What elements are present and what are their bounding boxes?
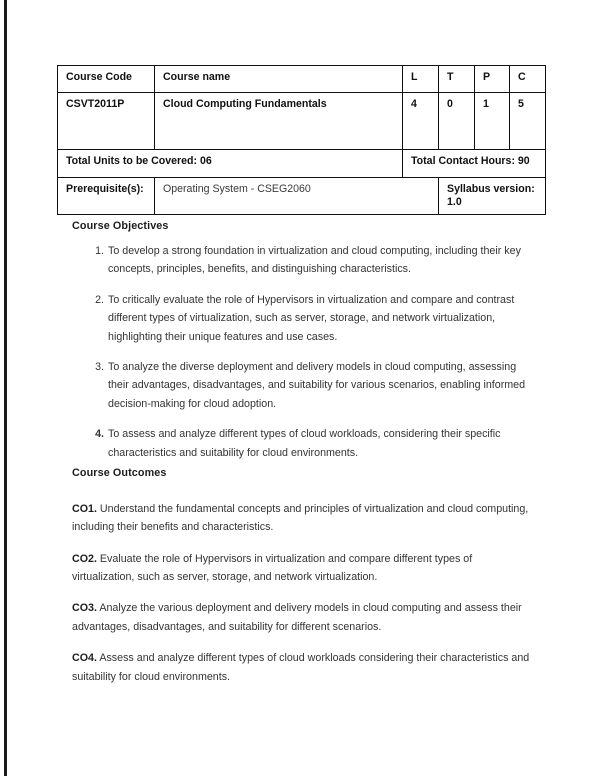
course-outcomes-list bbox=[72, 489, 534, 699]
list-item bbox=[72, 358, 534, 413]
list-item-number: 1. bbox=[95, 245, 104, 257]
course-objectives-heading: Course Objectives bbox=[72, 220, 169, 232]
cell-prerequisite-value: Operating System - CSEG2060 bbox=[155, 178, 439, 215]
header-course-code: Course Code bbox=[58, 66, 155, 93]
header-tutorial: T bbox=[439, 66, 475, 93]
list-item-text: To assess and analyze different types of cloud workloads, considering their specific characteristics and suitability for cloud environments. bbox=[108, 428, 501, 459]
list-item-number: 4. bbox=[95, 428, 104, 441]
list-item-text: To critically evaluate the role of Hypervisors in virtualization and compare and contrast different types of virtualization, such as server, storage, and network virtualization, highlighting their unique features and use cases. bbox=[108, 293, 515, 343]
list-item bbox=[72, 425, 534, 462]
outcome-text: Analyze the various deployment and delivery models in cloud computing and assess their advantages, disadvantages, and suitability for different scenarios. bbox=[72, 602, 522, 633]
outcome-text: Understand the fundamental concepts and principles of virtualization and cloud computing, including their benefits and characteristics. bbox=[72, 502, 529, 534]
outcome-code: CO3. bbox=[72, 602, 97, 615]
header-lecture: L bbox=[403, 66, 439, 93]
outcome-item bbox=[72, 550, 534, 587]
course-objectives-list bbox=[72, 242, 534, 474]
cell-total-contact-hours: Total Contact Hours: 90 bbox=[403, 150, 546, 178]
course-info-table bbox=[57, 65, 546, 215]
table-row-course-data bbox=[58, 93, 546, 150]
outcome-text: Evaluate the role of Hypervisors in virtualization and compare different types of virtualization, such as server, storage, and network virtualization. bbox=[72, 552, 473, 583]
cell-tutorial: 0 bbox=[439, 93, 475, 150]
list-item-number: 2. bbox=[95, 293, 104, 306]
outcome-item bbox=[72, 599, 534, 636]
table-row-units bbox=[58, 150, 546, 178]
outcome-code: CO4. bbox=[72, 652, 97, 665]
outcome-code: CO1. bbox=[72, 502, 97, 515]
page-binding-edge bbox=[4, 0, 7, 776]
list-item-number: 3. bbox=[95, 361, 104, 374]
cell-total-units: Total Units to be Covered: 06 bbox=[58, 150, 403, 178]
list-item-text: To analyze the diverse deployment and delivery models in cloud computing, assessing their advantages, disadvantages, and suitability for various scenarios, enabling informed decision-making for cloud adoption. bbox=[108, 361, 526, 410]
cell-credits: 5 bbox=[510, 93, 546, 150]
table-row-prerequisite bbox=[58, 178, 546, 215]
outcome-text: Assess and analyze different types of cloud workloads considering their characteristics and suitability for cloud environments. bbox=[72, 652, 530, 683]
cell-prerequisite-label: Prerequisite(s): bbox=[58, 178, 155, 215]
cell-course-code: CSVT2011P bbox=[58, 93, 155, 150]
header-credits: C bbox=[510, 66, 546, 93]
header-course-name: Course name bbox=[155, 66, 403, 93]
list-item-text: To develop a strong foundation in virtualization and cloud computing, including their key concepts, principles, benefits, and distinguishing characteristics. bbox=[108, 245, 521, 276]
cell-course-name: Cloud Computing Fundamentals bbox=[155, 93, 403, 150]
list-item bbox=[72, 242, 534, 279]
table-row-header bbox=[58, 66, 546, 93]
cell-lecture: 4 bbox=[403, 93, 439, 150]
cell-practical: 1 bbox=[475, 93, 510, 150]
outcome-code: CO2. bbox=[72, 552, 97, 565]
course-outcomes-heading: Course Outcomes bbox=[72, 467, 167, 479]
header-practical: P bbox=[475, 66, 510, 93]
outcome-item bbox=[72, 649, 534, 686]
outcome-item bbox=[72, 500, 534, 537]
cell-syllabus-version: Syllabus version: 1.0 bbox=[439, 178, 546, 215]
list-item bbox=[72, 291, 534, 346]
